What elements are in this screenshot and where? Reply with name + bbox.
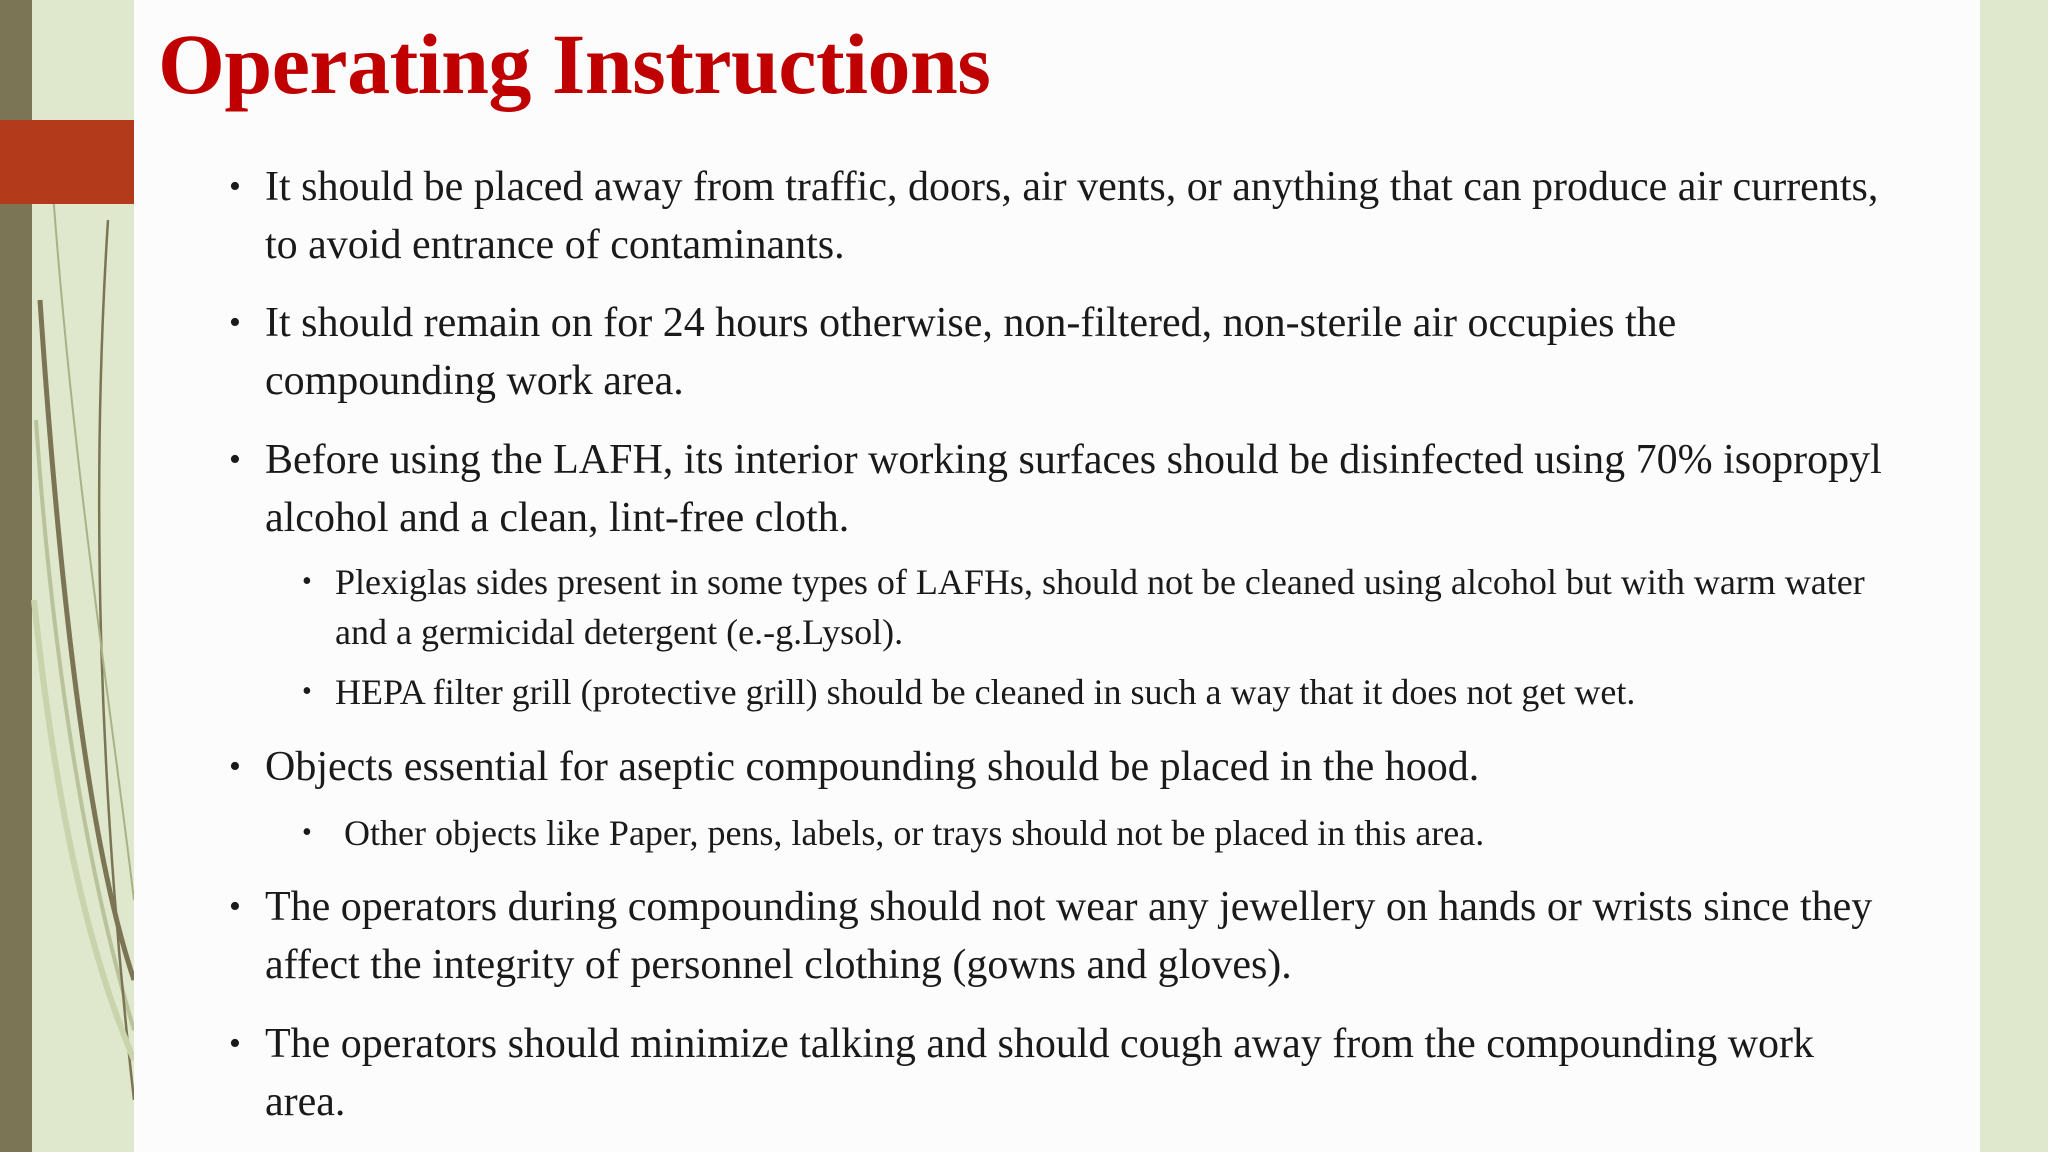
- bullet-item: [229, 158, 1879, 274]
- bullet-text-line: area.: [265, 1079, 346, 1125]
- right-side-panel: [1980, 0, 2048, 1152]
- sub-bullet-text-line: Other objects like Paper, pens, labels, or trays should not be placed in this area.: [344, 813, 1485, 853]
- bullet-dot-icon: •: [229, 168, 241, 205]
- bullet-text-line: alcohol and a clean, lint-free cloth.: [265, 495, 850, 541]
- bullet-dot-icon: •: [229, 888, 241, 925]
- bullet-dot-icon: •: [229, 1025, 241, 1062]
- bullet-item: [229, 1015, 1815, 1131]
- bullet-text-line: Objects essential for aseptic compounding should be placed in the hood.: [265, 744, 1480, 790]
- sub-bullet-text-line: Plexiglas sides present in some types of LAFHs, should not be cleaned using alcohol but with warm water: [335, 562, 1865, 602]
- bullet-text-line: It should be placed away from traffic, doors, air vents, or anything that can produce air currents,: [265, 164, 1879, 210]
- sub-bullet-text-line: and a germicidal detergent (e.-g.Lysol).: [335, 612, 904, 652]
- bullet-text-line: The operators during compounding should not wear any jewellery on hands or wrists since they: [265, 884, 1873, 930]
- bullet-dot-icon: •: [302, 676, 312, 707]
- bullet-dot-icon: •: [229, 304, 241, 341]
- bullet-text-line: to avoid entrance of contaminants.: [265, 222, 845, 268]
- bullet-text-line: It should remain on for 24 hours otherwise, non-filtered, non-sterile air occupies the: [265, 300, 1677, 346]
- bullet-dot-icon: •: [302, 566, 312, 597]
- bullet-text-line: compounding work area.: [265, 358, 684, 404]
- bullet-dot-icon: •: [229, 748, 241, 785]
- sub-bullet-item: [302, 667, 1636, 717]
- bullet-dot-icon: •: [229, 441, 241, 478]
- bullet-text-line: Before using the LAFH, its interior working surfaces should be disinfected using 70% isopropyl: [265, 437, 1882, 483]
- sub-bullet-item: [302, 557, 1865, 657]
- bullet-item: [229, 878, 1873, 994]
- bullet-item: [229, 294, 1677, 410]
- accent-bar: [0, 120, 134, 204]
- bullet-item: [229, 738, 1480, 796]
- sub-bullet-text-line: HEPA filter grill (protective grill) should be cleaned in such a way that it does not get wet.: [335, 672, 1636, 712]
- slide-content: [134, 0, 1980, 1152]
- slide-title: Operating Instructions: [158, 16, 991, 112]
- bullet-text-line: The operators should minimize talking and should cough away from the compounding work: [265, 1021, 1815, 1067]
- sub-bullet-item: [302, 808, 1485, 858]
- bullet-text-line: affect the integrity of personnel clothing (gowns and gloves).: [265, 942, 1292, 988]
- bullet-dot-icon: •: [302, 817, 312, 848]
- bullet-item: [229, 431, 1882, 547]
